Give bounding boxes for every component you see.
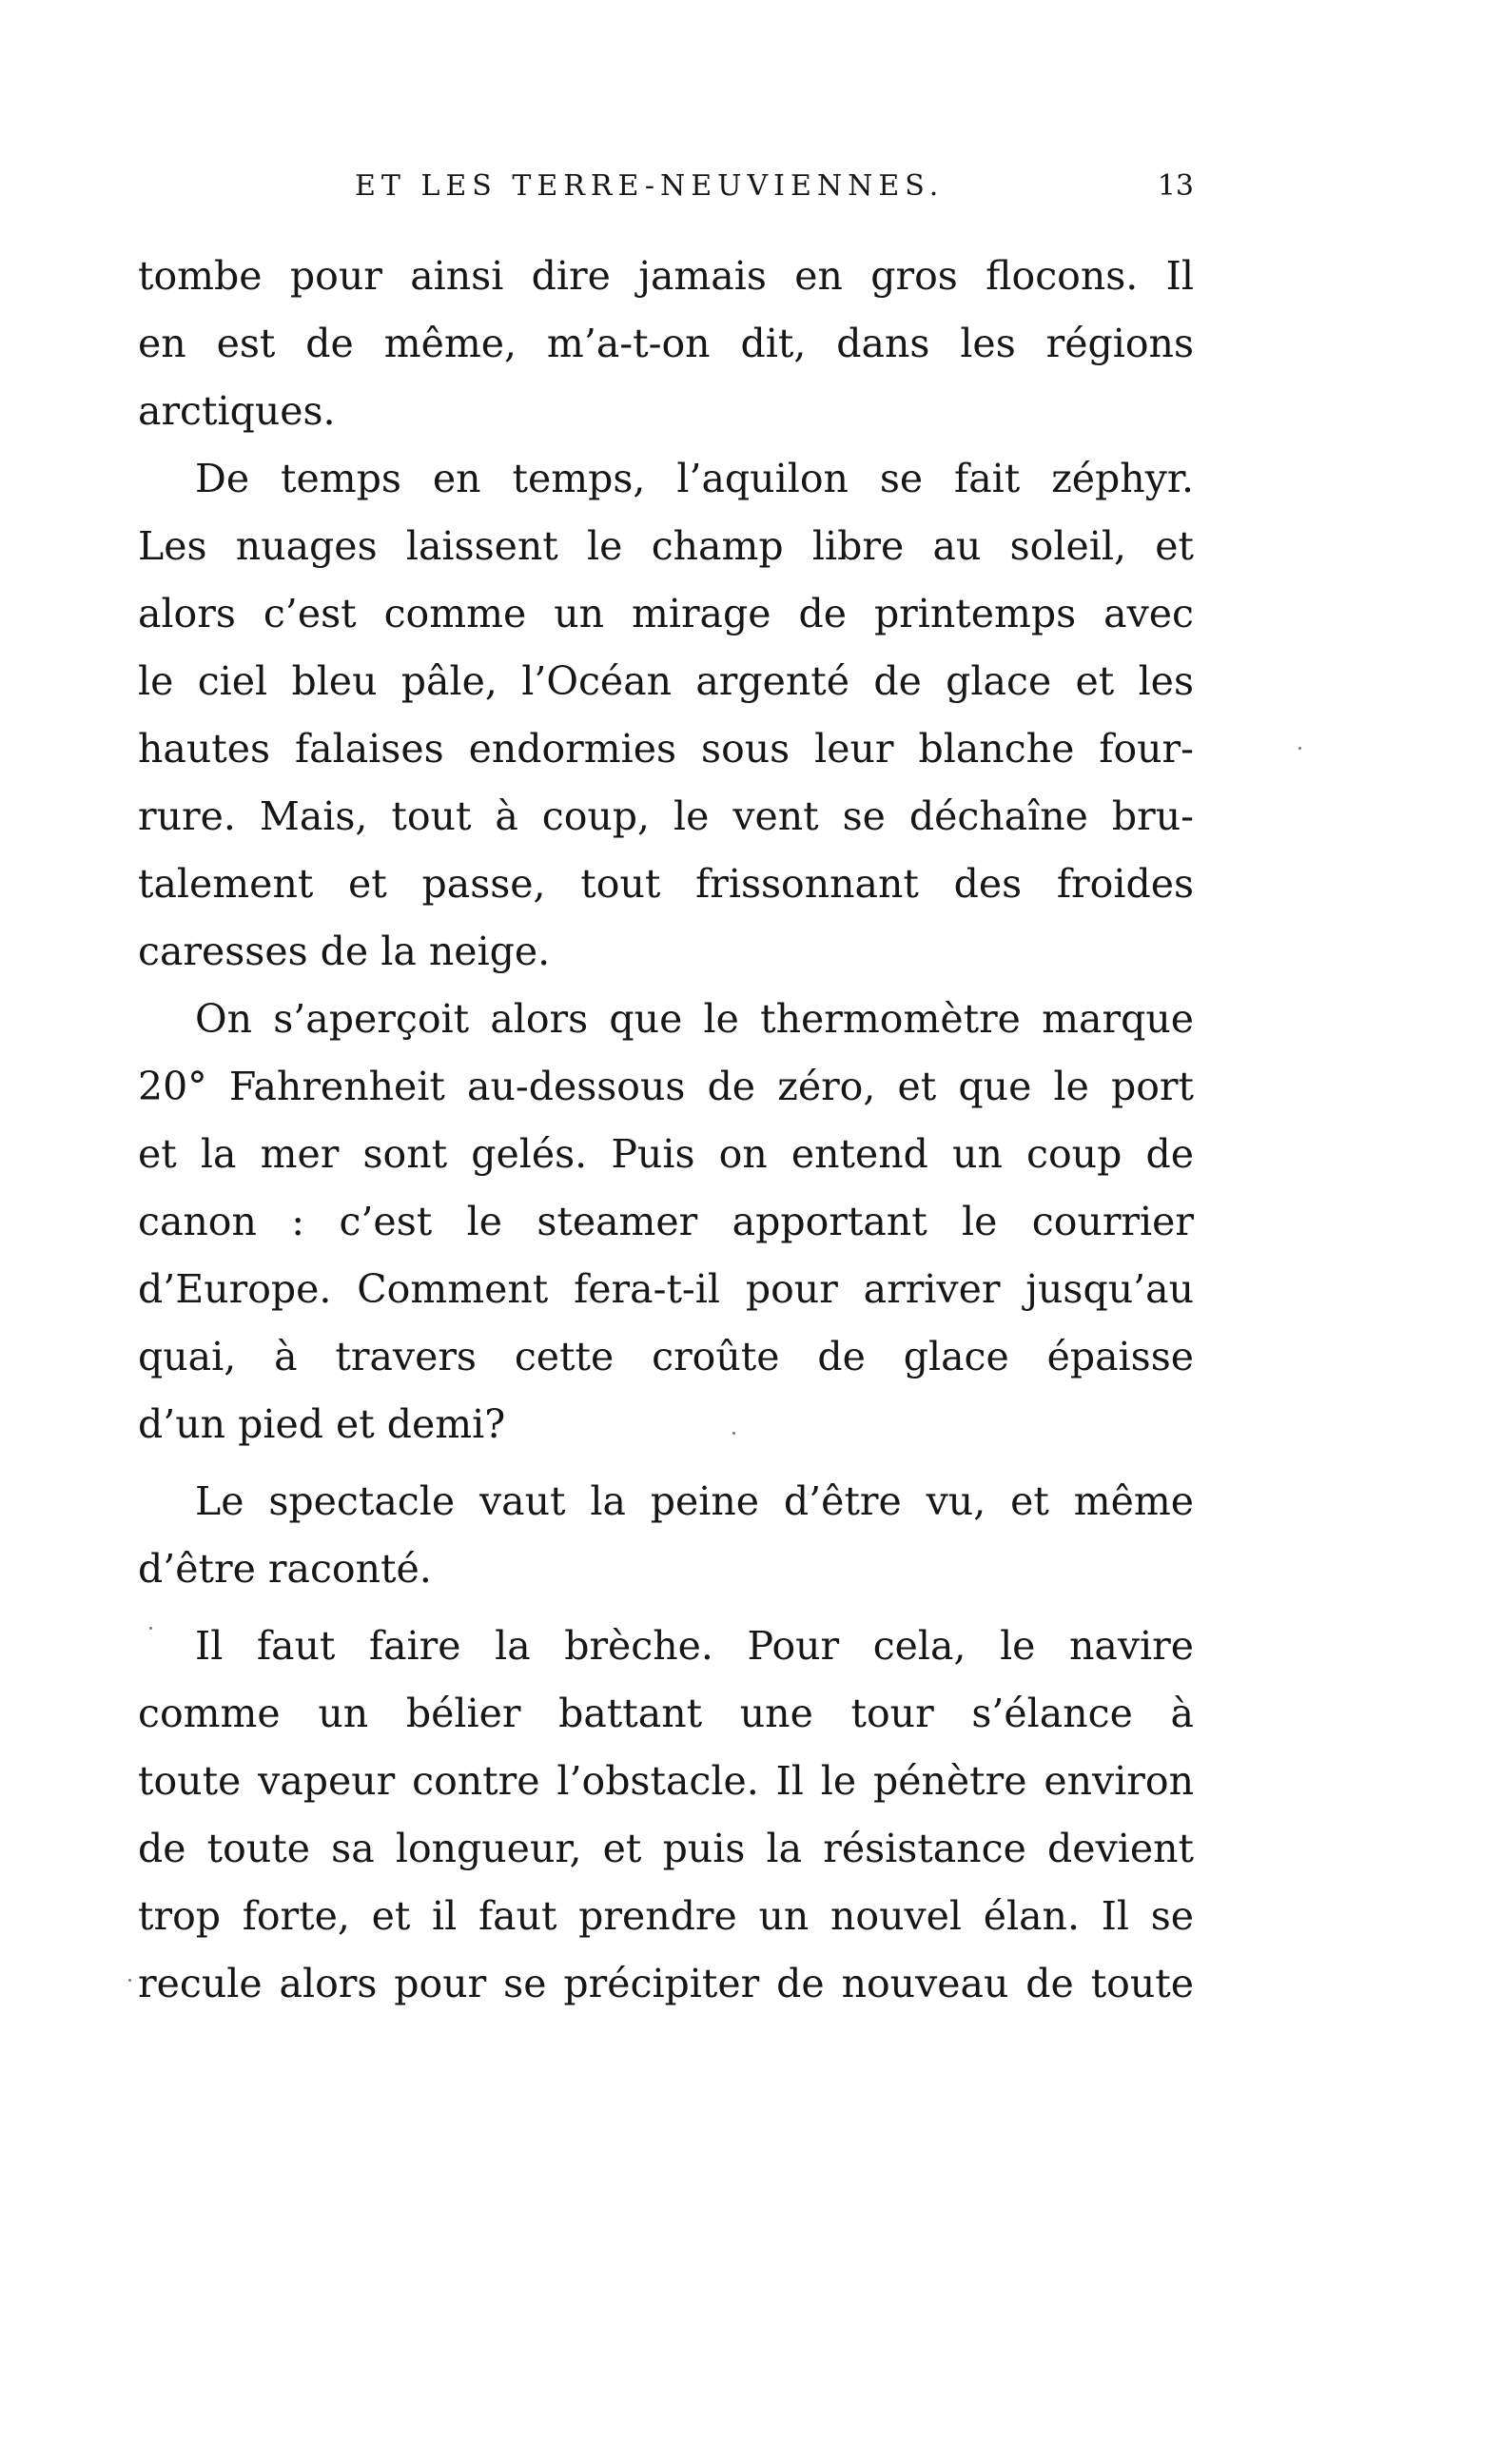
text-line: d’être raconté.	[138, 1546, 432, 1592]
text-line: 20° Fahrenheit au-dessous de zéro, et que le port	[138, 1064, 1194, 1109]
text-line: et la mer sont gelés. Puis on entend un coup de	[138, 1131, 1194, 1177]
text-line: le ciel bleu pâle, l’Océan argenté de glace et les	[138, 658, 1194, 704]
paragraph-gap	[138, 1458, 1194, 1468]
text-line: quai, à travers cette croûte de glace épaisse	[138, 1334, 1194, 1379]
text-line: alors c’est comme un mirage de printemps avec	[138, 591, 1194, 636]
text-line: tombe pour ainsi dire jamais en gros flocons. Il	[138, 253, 1194, 299]
text-line: de toute sa longueur, et puis la résistance devient	[138, 1826, 1194, 1871]
print-speck	[128, 1979, 131, 1982]
text-line: d’Europe. Comment fera-t-il pour arriver jusqu’au	[138, 1266, 1194, 1312]
paragraph-gap	[138, 1603, 1194, 1613]
text-line: hautes falaises endormies sous leur blanche four-	[138, 726, 1194, 772]
text-line: talement et passe, tout frissonnant des froides	[138, 861, 1194, 907]
text-line: rure. Mais, tout à coup, le vent se déchaîne bru-	[138, 793, 1194, 839]
text-line: caresses de la neige.	[138, 929, 551, 974]
text-line: De temps en temps, l’aquilon se fait zéphyr.	[195, 456, 1194, 501]
text-line: canon : c’est le steamer apportant le courrier	[138, 1199, 1194, 1244]
print-speck	[149, 1627, 152, 1630]
text-line: en est de même, m’a-t-on dit, dans les régions	[138, 321, 1194, 366]
text-line: trop forte, et il faut prendre un nouvel élan. Il se	[138, 1893, 1194, 1939]
print-speck	[732, 1432, 735, 1435]
text-line: Le spectacle vaut la peine d’être vu, et même	[195, 1478, 1194, 1524]
text-line: Il faut faire la brèche. Pour cela, le navire	[195, 1623, 1194, 1669]
text-line: toute vapeur contre l’obstacle. Il le pénètre environ	[138, 1758, 1194, 1804]
print-speck	[1298, 747, 1301, 750]
text-line: comme un bélier battant une tour s’élance à	[138, 1691, 1194, 1736]
page-number: 13	[1157, 169, 1194, 203]
text-line: recule alors pour se précipiter de nouveau de toute	[138, 1961, 1194, 2006]
running-title: ET LES TERRE-NEUVIENNES.	[355, 169, 945, 203]
running-header	[138, 162, 1194, 211]
text-line: arctiques.	[138, 388, 336, 434]
text-line: d’un pied et demi?	[138, 1401, 506, 1447]
text-line: On s’aperçoit alors que le thermomètre marque	[195, 996, 1194, 1042]
text-line: Les nuages laissent le champ libre au soleil, et	[138, 523, 1194, 569]
body-text	[138, 243, 1194, 2018]
